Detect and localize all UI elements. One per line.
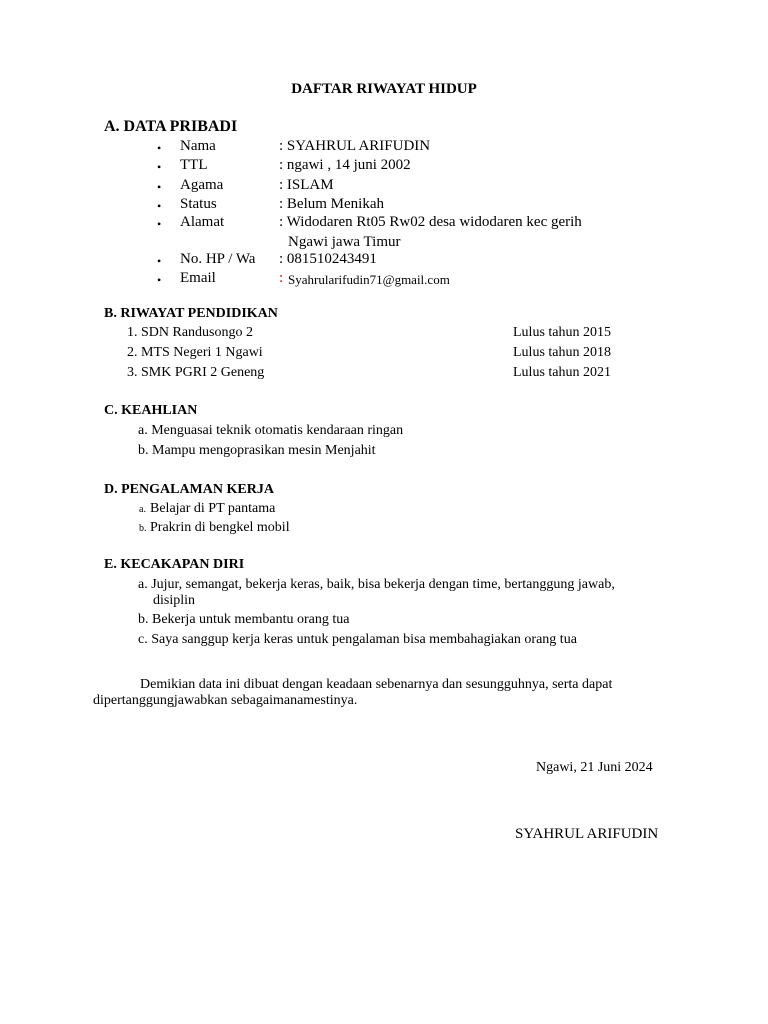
value-status: : Belum Menikah <box>279 196 384 212</box>
label-agama: Agama <box>180 177 224 193</box>
bullet-icon: • <box>157 160 162 174</box>
place-date: Ngawi, 21 Juni 2024 <box>536 760 653 775</box>
list-marker: b. <box>139 523 147 534</box>
competency-item: a. Jujur, semangat, bekerja keras, baik, bisa bekerja dengan time, bertanggung jawab, <box>138 577 615 592</box>
value-agama: : ISLAM <box>279 177 334 193</box>
list-marker: a. <box>139 504 146 515</box>
document-title: DAFTAR RIWAYAT HIDUP <box>291 81 477 97</box>
value-alamat: : Widodaren Rt05 Rw02 desa widodaren kec gerih <box>279 214 582 230</box>
experience-item: Belajar di PT pantama <box>150 501 276 516</box>
section-b-heading: B. RIWAYAT PENDIDIKAN <box>104 306 278 321</box>
value-ttl: : ngawi , 14 juni 2002 <box>279 157 411 173</box>
signature-name: SYAHRUL ARIFUDIN <box>515 826 659 842</box>
value-alamat-continuation: Ngawi jawa Timur <box>288 234 401 250</box>
closing-statement-continuation: dipertanggungjawabkan sebagaimanamestinya. <box>93 693 358 708</box>
bullet-icon: • <box>157 199 162 213</box>
education-school: 1. SDN Randusongo 2 <box>127 325 254 340</box>
label-phone: No. HP / Wa <box>180 251 256 267</box>
education-school: 3. SMK PGRI 2 Geneng <box>127 365 265 380</box>
value-nama: : SYAHRUL ARIFUDIN <box>279 138 431 154</box>
section-a-heading: A. DATA PRIBADI <box>104 118 238 135</box>
education-year: Lulus tahun 2021 <box>513 365 611 380</box>
skill-item: b. Mampu mengoprasikan mesin Menjahit <box>138 443 376 458</box>
value-email: Syahrularifudin71@gmail.com <box>288 272 450 287</box>
closing-statement: Demikian data ini dibuat dengan keadaan sebenarnya dan sesungguhnya, serta dapat <box>140 677 613 692</box>
value-phone: : 081510243491 <box>279 251 377 267</box>
competency-item: b. Bekerja untuk membantu orang tua <box>138 612 350 627</box>
education-school: 2. MTS Negeri 1 Ngawi <box>127 345 263 360</box>
label-status: Status <box>180 196 217 212</box>
section-e-heading: E. KECAKAPAN DIRI <box>104 557 245 572</box>
label-ttl: TTL <box>180 157 208 173</box>
bullet-icon: • <box>157 141 162 155</box>
label-email: Email <box>180 270 216 286</box>
education-year: Lulus tahun 2015 <box>513 325 611 340</box>
competency-item: c. Saya sanggup kerja keras untuk pengalaman bisa membahagiakan orang tua <box>138 632 577 647</box>
skill-item: a. Menguasai teknik otomatis kendaraan ringan <box>138 423 404 438</box>
section-d-heading: D. PENGALAMAN KERJA <box>104 482 274 497</box>
bullet-icon: • <box>157 254 162 268</box>
label-alamat: Alamat <box>180 214 225 230</box>
competency-item-continuation: disiplin <box>153 593 196 608</box>
section-c-heading: C. KEAHLIAN <box>104 403 198 418</box>
education-year: Lulus tahun 2018 <box>513 345 611 360</box>
bullet-icon: • <box>157 273 162 287</box>
bullet-icon: • <box>157 180 162 194</box>
label-nama: Nama <box>180 138 216 154</box>
experience-item: Prakrin di bengkel mobil <box>150 520 290 535</box>
bullet-icon: • <box>157 217 162 231</box>
email-colon: : <box>279 270 284 286</box>
